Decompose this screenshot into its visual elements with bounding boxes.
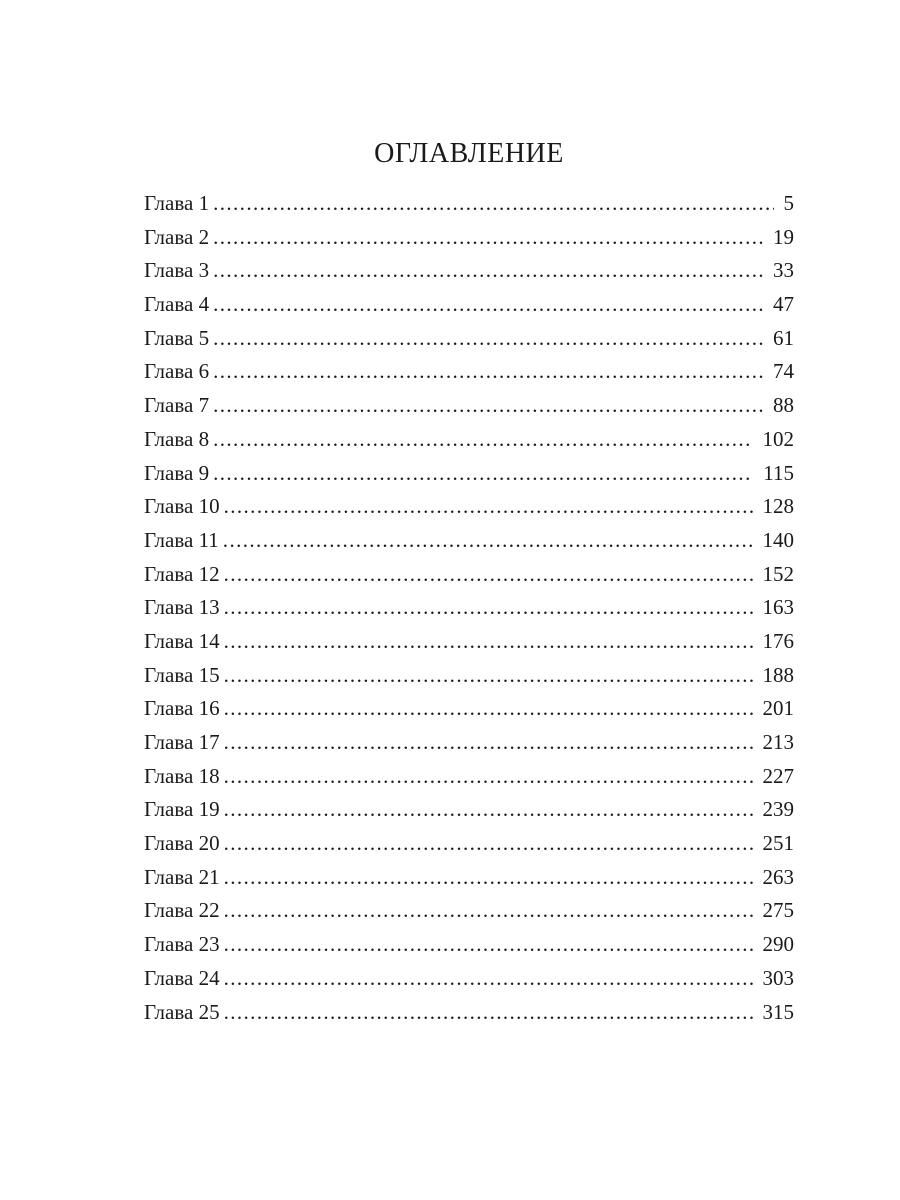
toc-entry [144,357,794,391]
toc-entry-page-number: 303 [762,965,794,990]
toc-entry [144,290,794,324]
dot-leader [213,391,763,419]
toc-entry-label: Глава 24 [144,965,220,990]
toc-entry [144,964,794,998]
toc-entry-page-number: 152 [762,561,794,586]
toc-entry-label: Глава 25 [144,999,220,1024]
toc-entry-label: Глава 14 [144,628,220,653]
toc-entry-label: Глава 7 [144,393,210,418]
toc-entry-label: Глава 2 [144,224,210,249]
dot-leader [224,930,753,958]
toc-entry [144,189,794,223]
dot-leader [213,256,763,284]
toc-entry-page-number: 290 [762,932,794,957]
dot-leader [213,459,753,487]
toc-entry [144,492,794,526]
toc-entry-page-number: 315 [762,999,794,1024]
dot-leader [224,593,753,621]
dot-leader [213,189,773,217]
toc-entry [144,728,794,762]
dot-leader [213,357,763,385]
toc-entry-page-number: 5 [783,191,794,215]
toc-entry-page-number: 74 [773,359,794,384]
toc-entry [144,829,794,863]
dot-leader [224,896,753,924]
dot-leader [224,998,753,1026]
toc-entry-label: Глава 11 [144,527,219,552]
toc-entry-page-number: 33 [773,258,794,283]
toc-entry [144,661,794,695]
toc-entry [144,998,794,1032]
toc-entry-label: Глава 5 [144,325,210,350]
toc-entry-page-number: 176 [762,628,794,653]
toc-entry-label: Глава 8 [144,426,210,451]
toc-entry-label: Глава 19 [144,797,220,822]
dot-leader [213,425,752,453]
toc-entry-page-number: 88 [773,393,794,418]
toc-entry [144,425,794,459]
toc-entry-page-number: 251 [762,831,794,856]
dot-leader [213,290,763,318]
toc-entry-label: Глава 21 [144,864,220,889]
toc-entry-label: Глава 16 [144,696,220,721]
toc-entry-label: Глава 20 [144,831,220,856]
dot-leader [224,829,753,857]
dot-leader [224,627,753,655]
dot-leader [213,324,763,352]
toc-entry [144,762,794,796]
table-of-contents [144,189,794,1031]
toc-entry-label: Глава 1 [144,191,210,215]
dot-leader [224,728,753,756]
toc-entry-label: Глава 12 [144,561,220,586]
toc-entry-label: Глава 13 [144,595,220,620]
toc-entry-label: Глава 9 [144,460,210,485]
dot-leader [224,795,753,823]
dot-leader [223,526,753,554]
toc-entry-page-number: 140 [762,527,794,552]
dot-leader [224,560,753,588]
toc-entry-page-number: 115 [763,460,794,485]
toc-entry-label: Глава 22 [144,898,220,923]
toc-entry [144,896,794,930]
toc-entry [144,795,794,829]
toc-entry-page-number: 47 [773,292,794,317]
toc-entry-page-number: 61 [773,325,794,350]
toc-entry-page-number: 275 [762,898,794,923]
toc-entry [144,223,794,257]
toc-entry-label: Глава 10 [144,494,220,519]
dot-leader [224,492,753,520]
toc-entry [144,560,794,594]
toc-entry-label: Глава 23 [144,932,220,957]
toc-entry [144,694,794,728]
toc-entry-page-number: 213 [762,730,794,754]
toc-entry-page-number: 163 [762,595,794,620]
toc-entry-label: Глава 18 [144,763,220,788]
dot-leader [213,223,763,251]
page-title: ОГЛАВЛЕНИЕ [374,138,564,169]
toc-entry [144,324,794,358]
toc-entry-page-number: 227 [762,763,794,788]
toc-entry-page-number: 239 [762,797,794,822]
toc-entry-label: Глава 6 [144,359,210,384]
dot-leader [224,964,753,992]
toc-entry [144,930,794,964]
toc-entry [144,627,794,661]
toc-entry-label: Глава 15 [144,662,220,687]
toc-entry [144,526,794,560]
toc-entry-page-number: 201 [762,696,794,721]
dot-leader [224,762,753,790]
toc-entry [144,863,794,897]
toc-entry [144,391,794,425]
toc-entry-page-number: 188 [762,662,794,687]
toc-entry [144,459,794,493]
toc-entry-label: Глава 4 [144,292,210,317]
dot-leader [224,661,753,689]
dot-leader [224,694,753,722]
toc-entry-label: Глава 17 [144,730,220,754]
toc-entry-page-number: 263 [762,864,794,889]
toc-entry-page-number: 128 [762,494,794,519]
toc-entry-label: Глава 3 [144,258,210,283]
toc-entry [144,256,794,290]
toc-entry-page-number: 102 [762,426,794,451]
toc-entry-page-number: 19 [773,224,794,249]
toc-entry [144,593,794,627]
dot-leader [224,863,753,891]
